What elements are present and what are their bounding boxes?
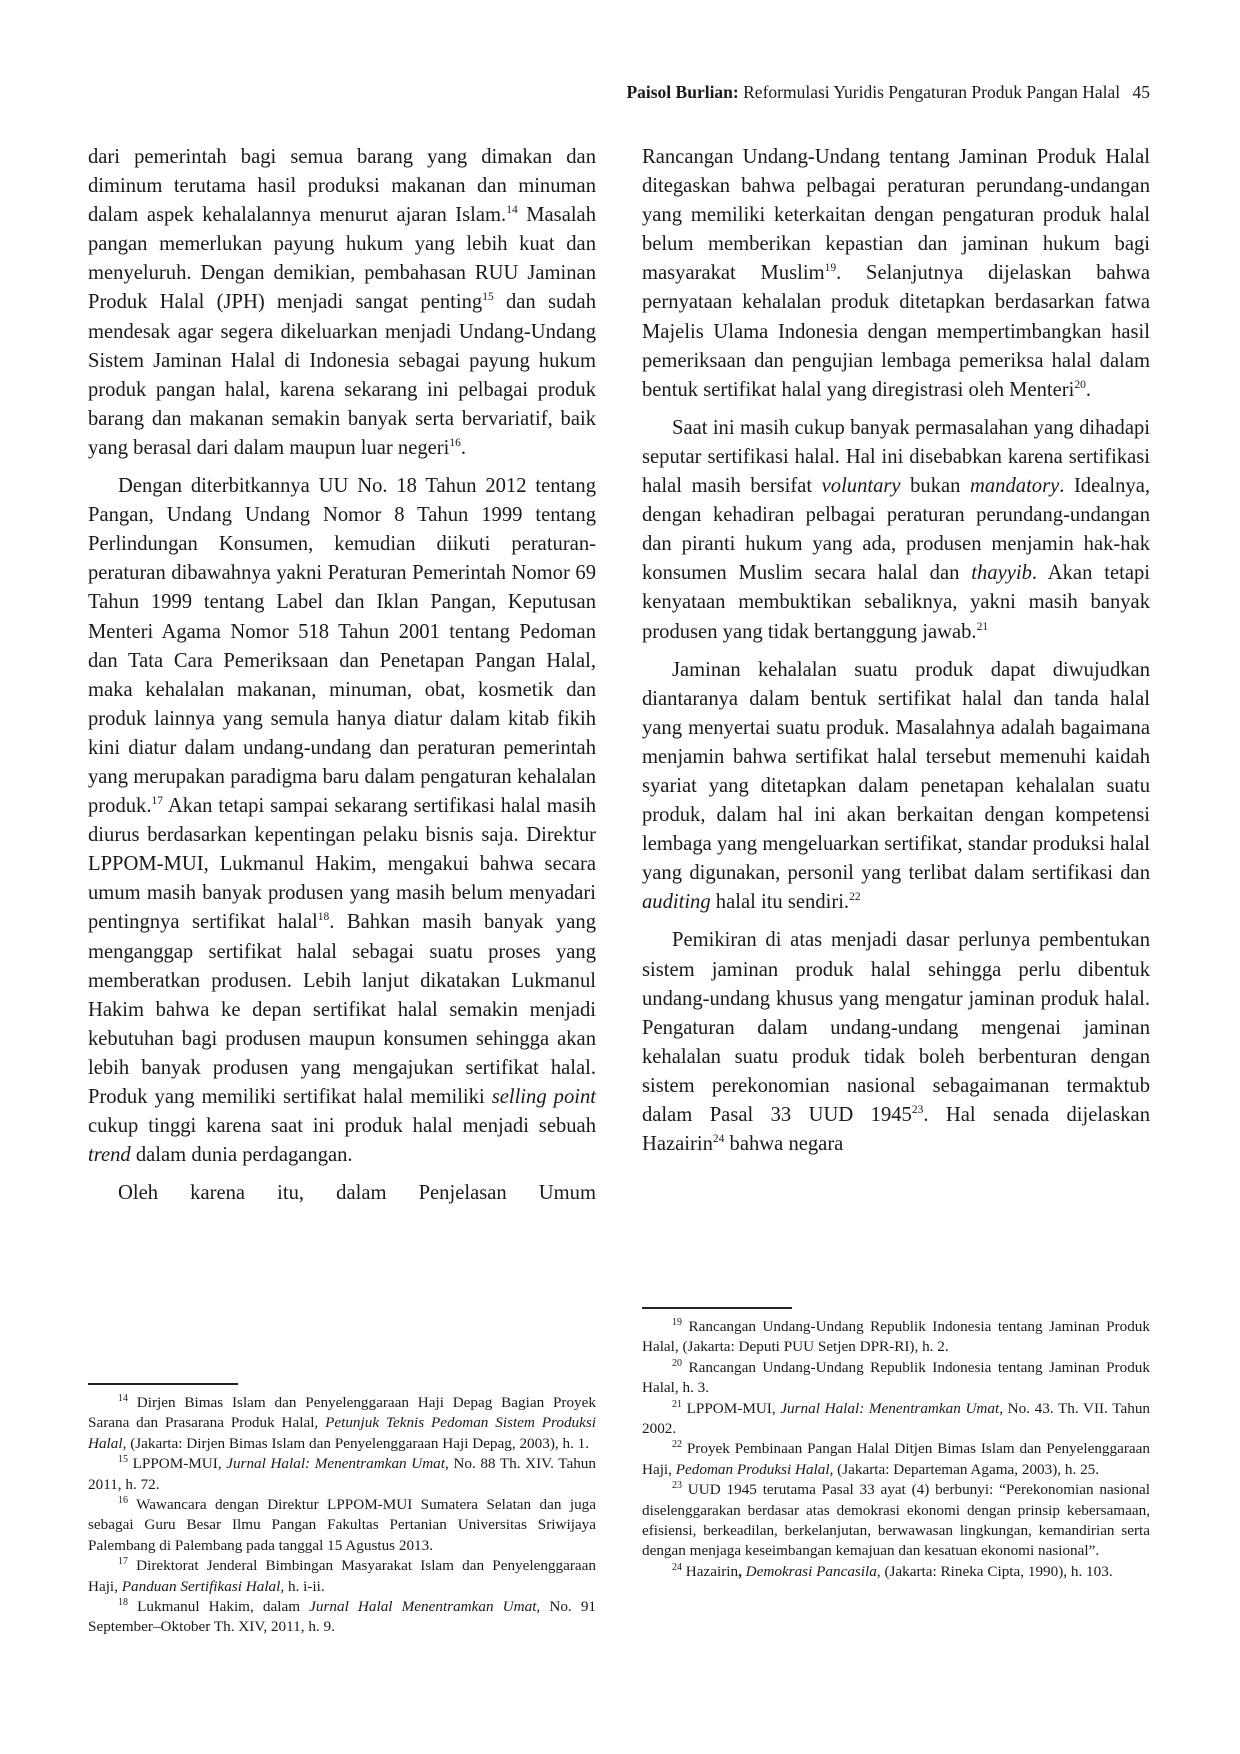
paragraph: Dengan diterbitkannya UU No. 18 Tahun 2012 tentang Pangan, Undang Undang Nomor 8 Tahun 1999 tentang Perlindungan Konsumen, kemudian diikuti peraturan-peraturan dibawahnya yakni Peraturan Pemerintah Nomor 69 Tahun 1999 tentang Label dan Iklan Pangan, Keputusan Menteri Agama Nomor 518 Tahun 2001 tentang Pedoman dan Tata Cara Pemeriksaan dan Penetapan Pangan Halal, maka kehalalan makanan, minuman, obat, kosmetik dan produk lainnya yang semula hanya diatur dalam kitab fikih kini diatur dalam undang-undang dan peraturan pemerintah yang merupakan paradigma baru dalam pengaturan kehalalan produk.$^{17}$ Akan tetapi sampai sekarang sertifikasi halal masih diurus berdasarkan kepentingan pelaku bisnis saja. Direktur LPPOM-MUI, Lukmanul Hakim, mengakui bahwa secara umum masih banyak produsen yang masih belum menyadari pentingnya sertifikat halal$^{18}$. Bahkan masih banyak yang menganggap sertifikat halal sebagai suatu proses yang memberatkan produsen. Lebih lanjut dikatakan Lukmanul Hakim bahwa ke depan sertifikat halal semakin menjadi kebutuhan bagi produsen maupun konsumen sehingga akan lebih banyak produsen yang mengajukan sertifikat halal. Produk yang memiliki sertifikat halal memiliki selling point cukup tinggi karena saat ini produk halal menjadi sebuah trend dalam dunia perdagangan. [88,475,596,1167]
footnote-21: $^{21}$ LPPOM-MUI, Jurnal Halal: Menentramkan Umat, No. 43. Th. VII. Tahun 2002. [642,1398,1151,1438]
footnotes-left [88,1393,596,1638]
footnote-20: $^{20}$ Rancangan Undang-Undang Republik Indonesia tentang Jaminan Produk Halal, h. 3. [642,1357,1150,1397]
footnote-ref: 18 [317,911,330,924]
footnote-15: $^{15}$ LPPOM-MUI, Jurnal Halal: Menentramkan Umat, No. 88 Th. XIV. Tahun 2011, h. 72. [88,1454,596,1493]
footnote-ref: 17 [151,795,163,808]
footnote-ref: 15 [482,291,494,304]
paragraph: dari pemerintah bagi semua barang yang dimakan dan diminum terutama hasil produksi makanan dan minuman dalam aspek kehalalannya menurut ajaran Islam.$^{14}$ Masalah pangan memerlukan payung hukum yang lebih kuat dan menyeluruh. Dengan demikian, pembahasan RUU Jaminan Produk Halal (JPH) menjadi sangat penting$^{15}$ dan sudah mendesak agar segera dikeluarkan menjadi Undang-Undang Sistem Jaminan Halal di Indonesia sebagai payung hukum produk pangan halal, karena sekarang ini pelbagai produk barang dan makanan semakin banyak serta bervariatif, baik yang berasal dari dalam maupun luar negeri$^{16}$. [88,146,596,459]
footnote-24: $^{24}$ Hazairin, Demokrasi Pancasila, (Jakarta: Rineka Cipta, 1990), h. 103. [672,1561,1113,1580]
running-header [626,82,1150,103]
footnote-ref: 23 [911,1104,924,1117]
header-title: Reformulasi Yuridis Pengaturan Produk Pangan Halal [743,82,1121,102]
header-author: Paisol Burlian: [626,82,739,102]
footnote-ref: 22 [849,891,861,904]
footnote-16: $^{16}$ Wawancara dengan Direktur LPPOM-MUI Sumatera Selatan dan juga sebagai Guru Besar Ilmu Pangan Fakultas Pertanian Universitas Sriwijaya Palembang di Palembang pada tanggal 15 Agustus 2013. [88,1494,596,1554]
footnote-ref: 16 [449,437,461,450]
footnote-17: $^{17}$ Direktorat Jenderal Bimbingan Masyarakat Islam dan Penyelenggaraan Haji, Panduan Sertifikasi Halal, h. i-ii. [88,1556,596,1595]
footnote-18: $^{18}$ Lukmanul Hakim, dalam Jurnal Halal Menentramkan Umat, No. 91 September–Oktober Th. XIV, 2011, h. 9. [88,1597,597,1636]
footnote-14: $^{14}$ Dirjen Bimas Islam dan Penyelenggaraan Haji Depag Bagian Proyek Sarana dan Prasarana Produk Halal, Petunjuk Teknis Pedoman Sistem Produksi Halal, (Jakarta: Dirjen Bimas Islam dan Penyelenggaraan Haji Depag, 2003), h. 1. [88,1392,597,1452]
footnote-19: $^{19}$ Rancangan Undang-Undang Republik Indonesia tentang Jaminan Produk Halal, (Jakarta: Deputi PUU Setjen DPR-RI), h. 2. [642,1316,1150,1356]
paragraph: Pemikiran di atas menjadi dasar perlunya pembentukan sistem jaminan produk halal sehingga perlu dibentuk undang-undang khusus yang mengatur jaminan produk halal. Pengaturan dalam undang-undang mengenai jaminan kehalalan suatu produk tidak boleh berbenturan dengan sistem perekonomian nasional sebagaimanan termaktub dalam Pasal 33 UUD 1945$^{23}$. Hal senada dijelaskan Hazairin$^{24}$ bahwa negara [642,929,1150,1156]
page-number: 45 [1132,82,1150,102]
footnote-ref: 19 [824,262,837,275]
paragraph: Rancangan Undang-Undang tentang Jaminan Produk Halal ditegaskan bahwa pelbagai peraturan perundang-undangan yang memiliki keterkaitan dengan pengaturan produk halal belum memberikan kepastian dan jaminan hukum bagi masyarakat Muslim$^{19}$. Selanjutnya dijelaskan bahwa pernyataan kehalalan produk ditetapkan berdasarkan fatwa Majelis Ulama Indonesia dengan mempertimbangkan hasil pemeriksaan dan pengujian lembaga pemeriksa halal dalam bentuk sertifikat halal yang diregistrasi oleh Menteri$^{20}$. [642,146,1150,401]
footnote-ref: 21 [976,620,989,633]
footnote-divider [642,1307,792,1309]
paragraph: Oleh karena itu, dalam Penjelasan Umum [118,1182,596,1205]
footnote-ref: 14 [506,204,518,217]
right-column [642,143,1150,1159]
paragraph: Saat ini masih cukup banyak permasalahan yang dihadapi seputar sertifikasi halal. Hal ini disebabkan karena sertifikasi halal masih bersifat voluntary bukan mandatory. Idealnya, dengan kehadiran pelbagai peraturan perundang-undangan dan piranti hukum yang ada, produsen menjamin hak-hak konsumen Muslim secara halal dan thayyib. Akan tetapi kenyataan membuktikan sebaliknya, yakni masih banyak produsen yang tidak bertanggung jawab.$^{21}$ [642,416,1150,643]
footnote-23: $^{23}$ UUD 1945 terutama Pasal 33 ayat (4) berbunyi: “Perekonomian nasional diselenggarakan berdasar atas demokrasi ekonomi dengan prinsip kebersamaan, efisiensi, berkeadilan, berkelanjutan, berwawasan lingkungan, kemandirian serta dengan menjaga keseimbangan kemajuan dan kesatuan ekonomi nasional”. [642,1480,1150,1560]
left-column [88,143,596,1208]
footnotes-right [642,1317,1150,1582]
footnote-22: $^{22}$ Proyek Pembinaan Pangan Halal Ditjen Bimas Islam dan Penyelenggaraan Haji, Pedoman Produksi Halal, (Jakarta: Departeman Agama, 2003), h. 25. [642,1439,1150,1478]
footnote-ref: 24 [712,1133,725,1146]
paragraph: Jaminan kehalalan suatu produk dapat diwujudkan diantaranya dalam bentuk sertifikat halal dan tanda halal yang menyertai suatu produk. Masalahnya adalah bagaimana menjamin bahwa sertifikat halal tersebut memenuhi kaidah syariat yang ditetapkan dalam penetapan kehalalan suatu produk, dalam hal ini akan berkaitan dengan kompetensi lembaga yang mengeluarkan sertifikat, standar produksi halal yang digunakan, personil yang terlibat dalam sertifikasi dan auditing halal itu sendiri.$^{22}$ [642,658,1150,914]
footnote-ref: 20 [1074,378,1086,391]
footnote-divider [88,1383,238,1385]
